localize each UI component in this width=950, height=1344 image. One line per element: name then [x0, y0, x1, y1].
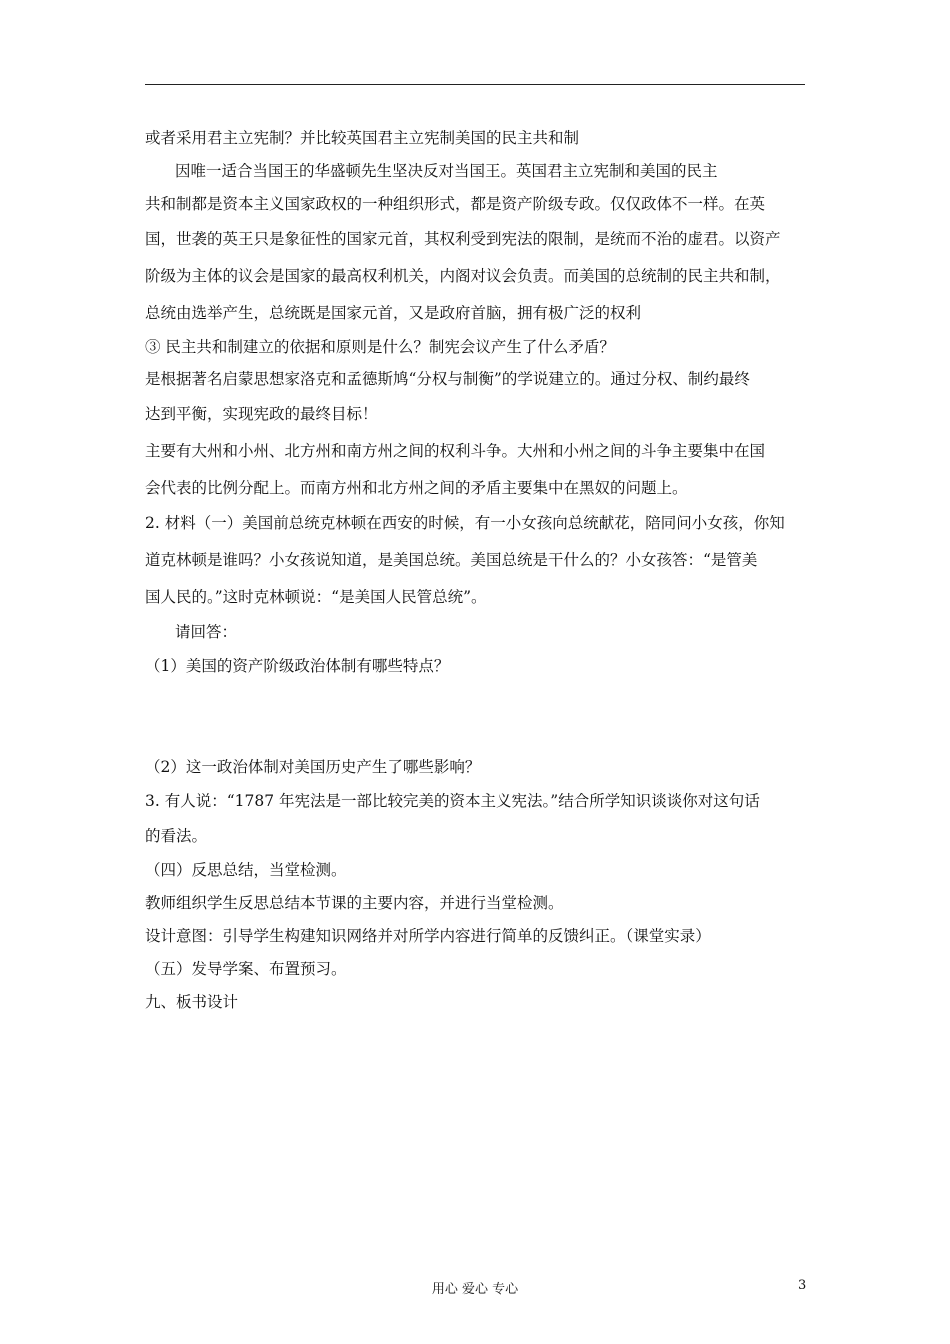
- question-line: ③ 民主共和制建立的依据和原则是什么？制宪会议产生了什么矛盾？: [145, 338, 615, 356]
- paragraph-line: 教师组织学生反思总结本节课的主要内容，并进行当堂检测。: [145, 894, 564, 912]
- paragraph-line: 阶级为主体的议会是国家的最高权利机关，内阁对议会负责。而美国的总统制的民主共和制，: [145, 267, 781, 285]
- section-heading: （四）反思总结，当堂检测。: [145, 861, 347, 879]
- paragraph-line: 主要有大州和小州、北方州和南方州之间的权利斗争。大州和小州之间的斗争主要集中在国: [145, 442, 766, 460]
- paragraph-line: 的看法。: [145, 827, 208, 845]
- paragraph-line: 道克林顿是谁吗？小女孩说知道，是美国总统。美国总统是干什么的？小女孩答：“是管美: [145, 551, 758, 569]
- paragraph-line: 会代表的比例分配上。而南方州和北方州之间的矛盾主要集中在黑奴的问题上。: [145, 479, 688, 497]
- paragraph-line: 或者采用君主立宪制？并比较英国君主立宪制美国的民主共和制: [145, 129, 580, 147]
- question-line: （2）这一政治体制对美国历史产生了哪些影响？: [145, 758, 481, 776]
- paragraph-line: 国，世袭的英王只是象征性的国家元首，其权利受到宪法的限制，是统而不治的虚君。以资产: [145, 230, 781, 248]
- paragraph-line: 达到平衡，实现宪政的最终目标！: [145, 405, 378, 423]
- paragraph-line: 总统由选举产生，总统既是国家元首，又是政府首脑，拥有极广泛的权利: [145, 304, 642, 322]
- paragraph-line: 设计意图：引导学生构建知识网络并对所学内容进行简单的反馈纠正。（课堂实录）: [145, 927, 711, 945]
- question-line: （1）美国的资产阶级政治体制有哪些特点？: [145, 657, 450, 675]
- header-rule: [145, 84, 805, 85]
- question-line: 2. 材料（一）美国前总统克林顿在西安的时候，有一小女孩向总统献花，陪同问小女孩，你知: [145, 514, 785, 532]
- paragraph-line: 是根据著名启蒙思想家洛克和孟德斯鸠“分权与制衡”的学说建立的。通过分权、制约最终: [145, 370, 750, 388]
- paragraph-line: 共和制都是资本主义国家政权的一种组织形式，都是资产阶级专政。仅仅政体不一样。在英: [145, 195, 766, 213]
- paragraph-line: 因唯一适合当国王的华盛顿先生坚决反对当国王。英国君主立宪制和美国的民主: [175, 162, 718, 180]
- paragraph-line: 国人民的。”这时克林顿说：“是美国人民管总统”。: [145, 588, 487, 606]
- page-number: 3: [798, 1278, 807, 1293]
- section-heading: （五）发导学案、布置预习。: [145, 960, 347, 978]
- section-heading: 九、板书设计: [145, 993, 239, 1011]
- footer-motto: 用心 爱心 专心: [431, 1282, 519, 1297]
- prompt-line: 请回答：: [175, 623, 238, 641]
- question-line: 3. 有人说：“1787 年宪法是一部比较完美的资本主义宪法。”结合所学知识谈谈你对这句话: [145, 792, 760, 810]
